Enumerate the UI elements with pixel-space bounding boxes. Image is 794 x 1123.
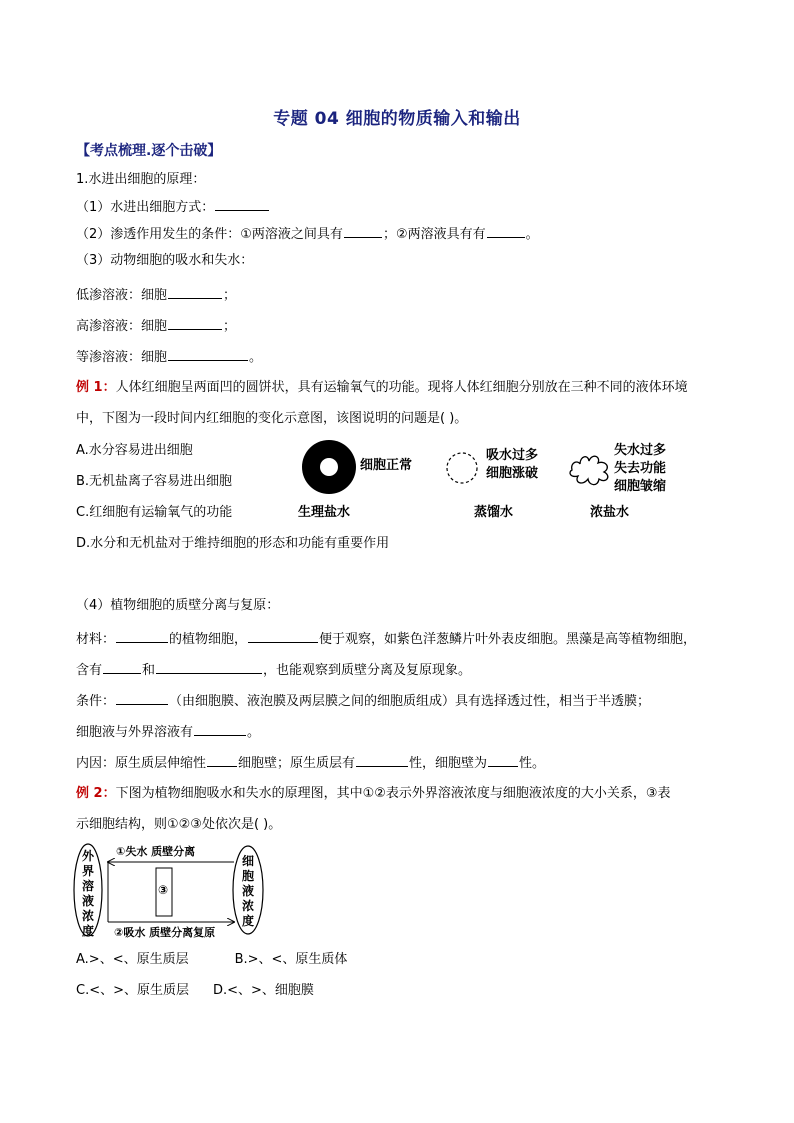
- low-end: ；: [223, 288, 237, 303]
- q2-text-b: ；②两溶液具有有: [382, 227, 486, 242]
- material-text-a: 材料：: [76, 632, 116, 647]
- concentration-text-a: 细胞液与外界溶液有: [76, 725, 194, 740]
- outer-solution-label: 外 界 溶 液 浓 度: [81, 849, 94, 938]
- example2-line2: 示细胞结构，则①②③处依次是( )。: [76, 817, 282, 832]
- part1-q2: [76, 224, 539, 244]
- example1-text1: 人体红细胞呈两面凹的圆饼状，具有运输氧气的功能。现将人体红细胞分别放在三种不同的液体环境: [115, 380, 688, 395]
- equal-text: 等渗溶液：细胞: [76, 350, 168, 365]
- answer-blank: [215, 197, 269, 211]
- structure-3-label: ③: [158, 883, 169, 897]
- part4-concentration: [76, 722, 260, 742]
- example1-line2: 中，下图为一段时间内红细胞的变化示意图，该图说明的问题是( )。: [76, 411, 468, 426]
- example1-option-d: D.水分和无机盐对于维持细胞的形态和功能有重要作用: [76, 536, 390, 551]
- answer-blank: [168, 285, 222, 299]
- burst-cell-icon: [447, 453, 477, 483]
- answer-blank: [116, 691, 168, 705]
- example2-option-d: D.<、>、细胞膜: [213, 983, 314, 998]
- high-solution: [76, 316, 236, 336]
- answer-blank: [168, 316, 222, 330]
- equal-end: 。: [249, 350, 263, 365]
- part4-cause: [76, 753, 545, 773]
- high-end: ；: [223, 319, 237, 334]
- example1-option-c: C.红细胞有运输氧气的功能: [76, 505, 233, 520]
- example2-label: 例 2：: [76, 786, 116, 801]
- example2-option-c: C.<、>、原生质层: [76, 983, 189, 998]
- answer-blank: [103, 660, 141, 674]
- brine-label: 浓盐水: [590, 505, 630, 520]
- swollen-cell-label: 吸水过多 细胞涨破: [486, 448, 539, 481]
- answer-blank: [156, 660, 262, 674]
- cause-text-a: 内因：原生质层伸缩性: [76, 756, 207, 771]
- equal-solution: [76, 347, 262, 367]
- material2-text-a: 含有: [76, 663, 103, 678]
- material-text-c: 便于观察，如紫色洋葱鳞片叶外表皮细胞。黑藻是高等植物细胞，: [319, 632, 697, 647]
- answer-blank: [488, 753, 518, 767]
- example2-text1: 下图为植物细胞吸水和失水的原理图，其中①②表示外界溶液浓度与细胞液浓度的大小关系，③表: [115, 786, 671, 801]
- cell-sap-label: 细 胞 液 浓 度: [241, 854, 254, 928]
- normal-cell-figure: [295, 438, 365, 498]
- section-heading: 【考点梳理.逐个击破】: [76, 143, 222, 159]
- concentration-text-b: 。: [247, 725, 261, 740]
- page-title: 专题 04 细胞的物质输入和输出: [273, 109, 521, 129]
- water-gain-label: ②吸水 质壁分离复原: [114, 926, 216, 939]
- part4-material2: [76, 660, 471, 680]
- answer-blank: [248, 629, 318, 643]
- part1-q3: （3）动物细胞的吸水和失水：: [76, 253, 254, 268]
- q2-text-a: （2）渗透作用发生的条件：①两溶液之间具有: [76, 227, 343, 242]
- example2-options-ab: [76, 951, 347, 969]
- answer-blank: [356, 753, 408, 767]
- part1-q1: [76, 197, 270, 217]
- shrunk-cell-figure: [566, 448, 614, 490]
- material2-text-b: 和: [142, 663, 156, 678]
- high-text: 高渗溶液：细胞: [76, 319, 168, 334]
- normal-cell-center: [320, 458, 338, 476]
- example1-label: 例 1：: [76, 380, 116, 395]
- q2-text-c: 。: [525, 227, 539, 242]
- cause-text-c: 性，细胞壁为: [409, 756, 488, 771]
- example1-option-a: A.水分容易进出细胞: [76, 443, 193, 458]
- example2-line1: [76, 785, 671, 803]
- saline-label: 生理盐水: [298, 505, 351, 520]
- part4-material: [76, 629, 696, 649]
- example2-options-cd: [76, 982, 314, 1000]
- material2-text-c: ，也能观察到质壁分离及复原现象。: [263, 663, 472, 678]
- answer-blank: [344, 224, 382, 238]
- low-solution: [76, 285, 236, 305]
- normal-cell-label: 细胞正常: [360, 458, 413, 473]
- answer-blank: [207, 753, 237, 767]
- part4-heading: （4）植物细胞的质壁分离与复原：: [76, 598, 280, 613]
- swollen-cell-figure: [444, 450, 480, 486]
- answer-blank: [168, 347, 248, 361]
- cause-text-b: 细胞壁；原生质层有: [238, 756, 356, 771]
- answer-blank: [487, 224, 525, 238]
- shrunk-cell-label: 失水过多 失去功能 细胞皱缩: [614, 443, 667, 494]
- shrunk-cell-icon: [570, 456, 608, 484]
- part1-heading: 1.水进出细胞的原理：: [76, 172, 206, 187]
- answer-blank: [116, 629, 168, 643]
- cause-text-d: 性。: [519, 756, 546, 771]
- example1-option-b: B.无机盐离子容易进出细胞: [76, 474, 233, 489]
- distilled-water-label: 蒸馏水: [474, 505, 514, 520]
- condition-text-a: 条件：: [76, 694, 116, 709]
- answer-blank: [194, 722, 246, 736]
- example1-line1: [76, 379, 688, 397]
- material-text-b: 的植物细胞，: [169, 632, 248, 647]
- example2-option-b: B.>、<、原生质体: [234, 952, 348, 967]
- example2-option-a: A.>、<、原生质层: [76, 952, 189, 967]
- condition-text-b: （由细胞膜、液泡膜及两层膜之间的细胞质组成）具有选择透过性，相当于半透膜；: [169, 694, 651, 709]
- low-text: 低渗溶液：细胞: [76, 288, 168, 303]
- q1-text: （1）水进出细胞方式：: [76, 200, 215, 215]
- part4-condition: [76, 691, 650, 711]
- water-loss-label: ①失水 质壁分离: [116, 845, 196, 858]
